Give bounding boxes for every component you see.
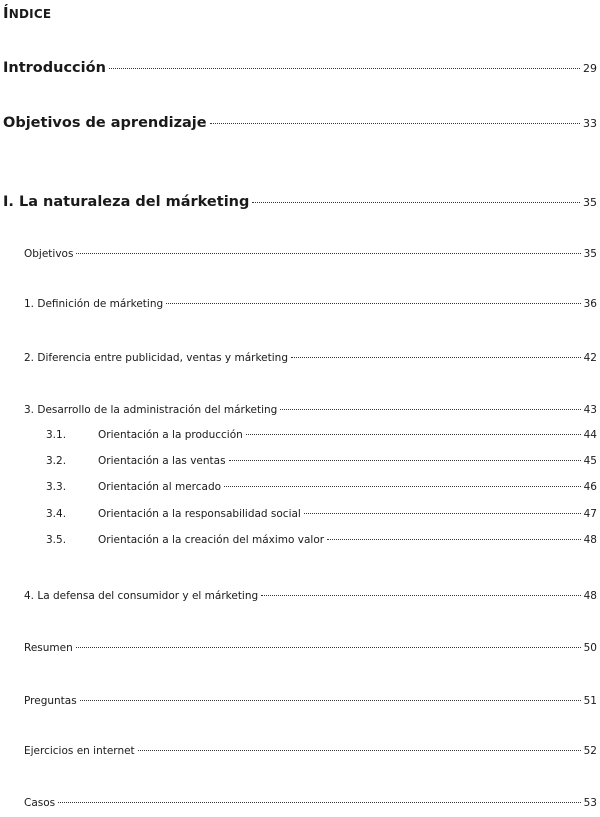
- toc-entry-introduccion[interactable]: [3, 60, 597, 76]
- toc-entry-label: Casos: [24, 797, 56, 809]
- toc-entry-label: 2. Diferencia entre publicidad, ventas y márketing: [24, 352, 288, 364]
- dot-leader: [58, 802, 580, 803]
- toc-entry-label: Orientación a la responsabilidad social: [98, 508, 301, 520]
- dot-leader: [138, 750, 581, 751]
- dot-leader: [261, 595, 580, 596]
- dot-leader: [76, 647, 581, 648]
- toc-entry-label: 4. La defensa del consumidor y el márketing: [24, 590, 259, 602]
- toc-entry-subsection-3-5[interactable]: [46, 534, 597, 546]
- toc-entry-number: 3.5.: [46, 534, 67, 546]
- dot-leader: [280, 409, 580, 410]
- toc-entry-label: 3. Desarrollo de la administración del márketing: [24, 404, 278, 416]
- toc-entry-page: 43: [583, 404, 597, 416]
- toc-entry-label: Orientación a la producción: [98, 429, 243, 441]
- toc-entry-page: 53: [583, 797, 597, 809]
- toc-entry-page: 48: [583, 590, 597, 602]
- dot-leader: [246, 434, 581, 435]
- toc-entry-section-4[interactable]: [24, 590, 597, 602]
- title-rest: NDICE: [8, 7, 52, 21]
- toc-entry-number: 3.1.: [46, 429, 67, 441]
- toc-entry-page: 50: [583, 642, 597, 654]
- toc-entry-label: Objetivos: [24, 248, 74, 260]
- toc-entry-label: Preguntas: [24, 695, 77, 707]
- dot-leader: [291, 357, 581, 358]
- toc-entry-casos[interactable]: [24, 797, 597, 809]
- toc-entry-page: 45: [583, 455, 597, 467]
- toc-entry-number: 3.3.: [46, 481, 67, 493]
- dot-leader: [224, 486, 581, 487]
- toc-entry-page: 52: [583, 745, 597, 757]
- toc-entry-subsection-3-2[interactable]: [46, 455, 597, 467]
- toc-entry-section-1[interactable]: [24, 298, 597, 310]
- toc-entry-label: Orientación al mercado: [98, 481, 222, 493]
- toc-entry-number: 3.4.: [46, 508, 67, 520]
- dot-leader: [210, 123, 580, 124]
- dot-leader: [76, 253, 580, 254]
- toc-entry-number: 3.2.: [46, 455, 67, 467]
- toc-entry-chapter-1[interactable]: [3, 194, 597, 210]
- toc-entry-page: 33: [583, 117, 597, 130]
- title-initial: Í: [3, 4, 9, 22]
- toc-entry-section-3[interactable]: [24, 404, 597, 416]
- toc-entry-page: 35: [583, 248, 597, 260]
- toc-entry-objetivos-aprendizaje[interactable]: [3, 115, 597, 131]
- toc-entry-ejercicios[interactable]: [24, 745, 597, 757]
- toc-entry-page: 29: [583, 62, 597, 75]
- toc-entry-page: 51: [583, 695, 597, 707]
- dot-leader: [166, 303, 580, 304]
- toc-entry-page: 47: [583, 508, 597, 520]
- toc-entry-page: 35: [583, 196, 597, 209]
- toc-entry-page: 42: [583, 352, 597, 364]
- dot-leader: [252, 202, 580, 203]
- toc-entry-objetivos[interactable]: [24, 248, 597, 260]
- toc-entry-label: Resumen: [24, 642, 73, 654]
- toc-entry-label: 1. Definición de márketing: [24, 298, 164, 310]
- toc-entry-page: 46: [583, 481, 597, 493]
- toc-entry-subsection-3-1[interactable]: [46, 429, 597, 441]
- toc-entry-label: Orientación a la creación del máximo valor: [98, 534, 325, 546]
- toc-entry-resumen[interactable]: [24, 642, 597, 654]
- dot-leader: [109, 68, 580, 69]
- toc-entry-label: Introducción: [3, 60, 106, 76]
- dot-leader: [229, 460, 581, 461]
- dot-leader: [80, 700, 581, 701]
- toc-entry-page: 44: [583, 429, 597, 441]
- toc-entry-page: 48: [583, 534, 597, 546]
- dot-leader: [304, 513, 581, 514]
- toc-entry-label: I. La naturaleza del márketing: [3, 194, 250, 210]
- toc-entry-label: Orientación a las ventas: [98, 455, 226, 467]
- dot-leader: [327, 539, 581, 540]
- page-title: [3, 4, 51, 22]
- toc-entry-subsection-3-4[interactable]: [46, 508, 597, 520]
- toc-entry-label: Ejercicios en internet: [24, 745, 135, 757]
- toc-entry-section-2[interactable]: [24, 352, 597, 364]
- toc-entry-preguntas[interactable]: [24, 695, 597, 707]
- toc-entry-subsection-3-3[interactable]: [46, 481, 597, 493]
- toc-entry-page: 36: [583, 298, 597, 310]
- toc-entry-label: Objetivos de aprendizaje: [3, 115, 207, 131]
